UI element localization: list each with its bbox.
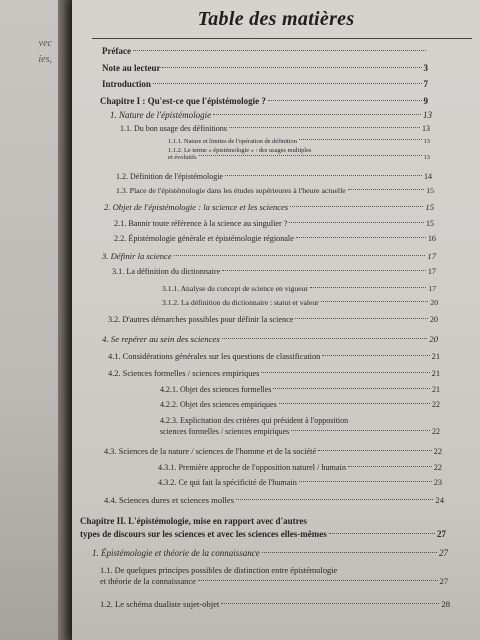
toc-entry: 4.1. Considérations générales sur les questions de classification 21	[108, 352, 440, 361]
toc-entry: 4.2.3. Explicitation des critères qui président à l'opposition sciences formelles / sciences empiriques 22	[160, 416, 440, 436]
toc-entry: 4.2.1. Objet des sciences formelles 21	[160, 385, 440, 394]
toc-entry: 3.1. La définition du dictionnaire 17	[112, 267, 436, 276]
left-page-text-fragment: ies,	[38, 54, 52, 65]
toc-entry: Note au lecteur 3	[102, 63, 428, 73]
toc-entry: 4. Se repérer au sein des sciences 20	[102, 334, 438, 344]
toc-entry: 1.1. Du bon usage des définitions 13	[120, 124, 430, 133]
toc-entry: 1.2. Définition de l'épistémologie 14	[116, 172, 432, 181]
toc-entry: 1. Nature de l'épistémologie 13	[110, 110, 432, 120]
toc-entry: 4.3.1. Première approche de l'opposition naturel / humain 22	[158, 463, 442, 472]
toc-entry: 4.3. Sciences de la nature / sciences de l'homme et de la société 22	[104, 447, 442, 456]
toc-entry: 1.1.1. Nature et limites de l'opération de définition 13	[168, 138, 430, 145]
title-rule	[92, 38, 472, 39]
page-title: Table des matières	[197, 8, 355, 30]
toc-entry: 4.3.2. Ce qui fait la spécificité de l'humain 23	[158, 478, 442, 487]
toc-entry: 2.1. Bannir toute référence à la science au singulier ? 15	[114, 219, 434, 228]
toc-chapter-entry: Chapitre I : Qu'est-ce que l'épistémologie ? 9	[100, 96, 428, 106]
toc-entry: 4.2.2. Objet des sciences empiriques 22	[160, 400, 440, 409]
toc-entry: 1. Épistémologie et théorie de la connaissance 27	[92, 548, 448, 558]
toc-entry: 1.3. Place de l'épistémologie dans les études supérieures à l'heure actuelle 15	[116, 186, 434, 195]
toc-entry: 2.2. Épistémologie générale et épistémologie régionale 16	[114, 234, 436, 243]
book-page	[72, 0, 480, 640]
toc-entry: 3.2. D'autres démarches possibles pour définir la science 20	[108, 315, 438, 324]
toc-entry: 3.1.1. Analyse du concept de science en vigueur 17	[162, 284, 436, 293]
left-page-edge	[0, 0, 58, 640]
toc-chapter-entry: Chapitre II. L'épistémologie, mise en rapport avec d'autres types de discours sur les sciences et avec les sciences elles-mêmes 27	[80, 516, 446, 539]
toc-entry: 1.1. De quelques principes possibles de distinction entre épistémologie et théorie de la connaissance 27	[100, 566, 448, 586]
toc-entry: 4.4. Sciences dures et sciences molles 24	[104, 495, 444, 505]
toc-entry: 4.2. Sciences formelles / sciences empiriques 21	[108, 369, 440, 378]
toc-entry: 3. Définir la science 17	[102, 251, 436, 261]
toc-entry: 3.1.2. La définition du dictionnaire : statut et valeur 20	[162, 298, 438, 307]
toc-entry: Introduction 7	[102, 79, 428, 89]
toc-entry: 2. Objet de l'épistémologie : la science et les sciences 15	[104, 202, 434, 212]
toc-entry: Préface	[102, 46, 428, 56]
toc-entry: 1.1.2. Le terme « épistémologie » : des usages multiples et évolutifs 13	[168, 147, 430, 161]
toc-entry: 1.2. Le schéma dualiste sujet-objet 28	[100, 599, 450, 609]
left-page-text-fragment: vec	[38, 38, 52, 49]
